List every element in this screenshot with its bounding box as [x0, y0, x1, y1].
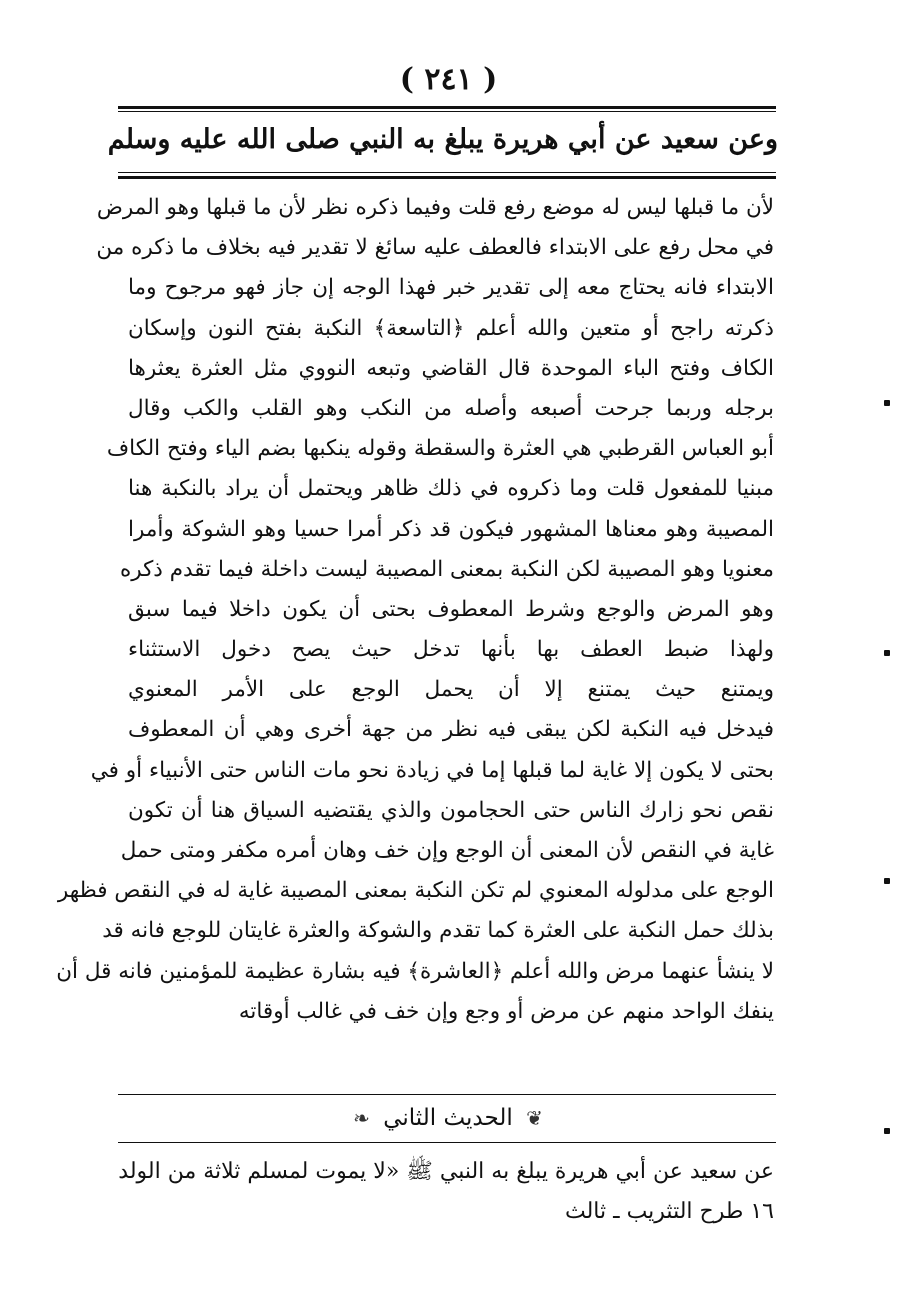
text-line: لأن ما قبلها ليس له موضع رفع قلت وفيما ذكره نظر لأن ما قبلها وهو المرض [96, 195, 774, 220]
text-line: لا ينشأ عنهما مرض والله أعلم ﴿العاشرة﴾ فيه بشارة عظيمة للمؤمنين فانه قل أن [56, 958, 774, 984]
margin-mark [884, 1128, 890, 1134]
section-rule-bottom [118, 1142, 776, 1143]
ornament-right-icon: ❦ [526, 1106, 543, 1130]
text-line: ينفك الواحد منهم عن مرض أو وجع وإن خف في غالب أوقاته [238, 998, 774, 1024]
text-line: أبو العباس القرطبي هي العثرة والسقطة وقوله ينكبها بضم الياء وفتح الكاف [106, 436, 774, 462]
text-line: برجله وربما جرحت أصبعه وأصله من النكب وهو القلب والكب وقال [128, 395, 774, 421]
footer-signature: ١٦ طرح التثريب ـ ثالث [565, 1199, 774, 1224]
text-line: الكاف وفتح الباء الموحدة قال القاضي وتبعه النووي مثل العثرة يعثرها [128, 355, 774, 381]
text-line: غاية في النقص لأن المعنى أن الوجع وإن خف وهان أمره مكفر ومتى حمل [120, 838, 774, 863]
text-line: الابتداء فانه يحتاج معه إلى تقدير خبر فهذا الوجه إن جاز فهو مرجوح وما [128, 275, 774, 301]
text-line: ذكرته راجح أو متعين والله أعلم ﴿التاسعة﴾ النكبة بفتح النون وإسكان [128, 315, 774, 341]
margin-mark [884, 400, 890, 406]
header-rule-top-thin [118, 111, 776, 112]
section-title [118, 1100, 778, 1136]
text-line: بحتى لا يكون إلا غاية لما قبلها إما في زيادة نحو مات الناس حتى الأنبياء أو في [90, 757, 774, 783]
text-line: مبنيا للمفعول قلت وما ذكروه في ذلك ظاهر ويحتمل أن يراد بالنكبة هنا [128, 476, 774, 502]
header-rule-top [118, 106, 776, 109]
section-title-text: الحديث الثاني [383, 1105, 513, 1131]
margin-mark [884, 650, 890, 656]
commentary-text [56, 188, 774, 1032]
section-rule-top [118, 1094, 776, 1095]
header-rule-bottom-thin [118, 172, 776, 173]
text-line: ويمتنع حيث يمتنع إلا أن يحمل الوجع على الأمر المعنوي [128, 677, 774, 703]
text-line: الوجع على مدلوله المعنوي لم تكن النكبة بمعنى المصيبة غاية له في النقص فظهر [57, 878, 774, 904]
text-line: فيدخل فيه النكبة لكن يبقى فيه نظر من جهة أخرى وهي أن المعطوف [128, 717, 774, 743]
margin-mark [884, 878, 890, 884]
text-line: معنويا وهو المصيبة لكن النكبة بمعنى المصيبة ليست داخلة فيما تقدم ذكره [119, 556, 774, 582]
ornament-left-icon: ❧ [353, 1106, 370, 1130]
header-rule-bottom [118, 176, 776, 179]
text-line: ولهذا ضبط العطف بها بأنها تدخل حيث يصح دخول الاستثناء [128, 637, 774, 663]
text-line: وهو المرض والوجع وشرط المعطوف بحتى أن يكون داخلا فيما سبق [128, 596, 774, 622]
text-line: بذلك حمل النكبة على العثرة كما تقدم والشوكة والعثرة غايتان للوجع فانه قد [102, 918, 774, 944]
footer [118, 1152, 774, 1232]
hadith-header: وعن سعيد عن أبي هريرة يبلغ به النبي صلى الله عليه وسلم [107, 124, 778, 155]
footer-hadith-line: عن سعيد عن أبي هريرة يبلغ به النبي ﷺ «لا يموت لمسلم ثلاثة من الولد [118, 1159, 774, 1184]
text-line: نقص نحو زارك الناس حتى الحجامون والذي يقتضيه السياق هنا أن تكون [128, 797, 774, 823]
page-number: ( ٢٤١ ) [399, 62, 498, 97]
text-line: في محل رفع على الابتداء فالعطف عليه سائغ لا تقدير فيه بخلاف ما ذكره من [96, 235, 774, 261]
text-line: المصيبة وهو معناها المشهور فيكون قد ذكر أمرا حسيا وهو الشوكة وأمرا [128, 516, 774, 542]
